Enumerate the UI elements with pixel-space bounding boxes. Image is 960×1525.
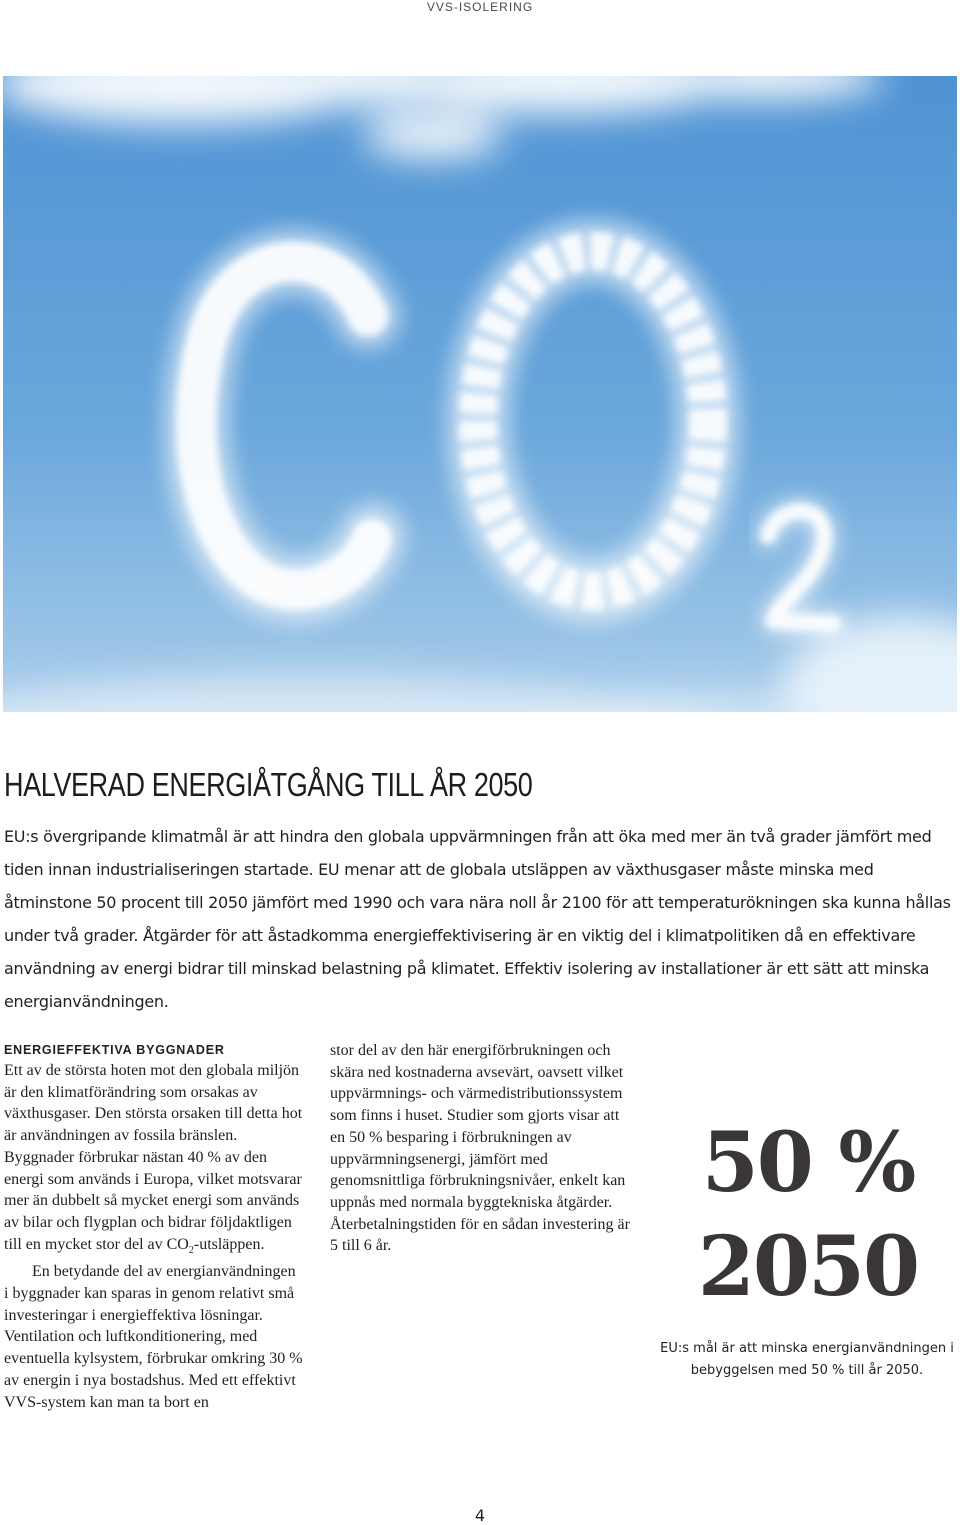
article-title: HALVERAD ENERGIÅTGÅNG TILL ÅR 2050 xyxy=(4,766,533,803)
highlight-caption: EU:s mål är att minska energianvändningen i bebyggelsen med 50 % till år 2050. xyxy=(660,1341,954,1378)
co2-subscript: 2 xyxy=(188,1244,194,1256)
body-column-middle xyxy=(330,1040,636,1257)
hero-image-co2-clouds xyxy=(3,76,957,712)
body-paragraph-2: En betydande del av energianvändningen i byggnader kan sparas in genom relativt små investeringar i energieffektiva lösningar. Ventilation och luftkonditionering, med eventuella kylsystem, förbrukar omkring 30 % av energin i nya bostadshus. Med ett effektivt VVS-system kan man ta bort en xyxy=(4,1263,303,1411)
para1-text: Ett av de största hoten mot den globala miljön är den klimatförändring som orsakas av växthusgaser. Den största orsaken till detta hot är användningen av fossila bränslen. Byggnader förbrukar nästan 40 % av den energi som används i Europa, vilket motsvarar mer än dubbelt så mycket energi som används av bilar och flygplan och bidrar följdaktligen till en mycket stor del av CO xyxy=(4,1062,303,1253)
intro-paragraph: EU:s övergripande klimatmål är att hindra den globala uppvärmningen från att öka med mer än två grader jämfört med tiden innan industrialiseringen startade. EU menar att de globala utsläppen av växthusgaser måste minska med åtminstone 50 procent till 2050 jämfört med 1990 och vara nära noll år 2100 för att temperaturökningen ska kunna hållas under två grader. Åtgärder för att åstadkomma energieffektivisering är en viktig del i klimatpolitiken då en effektivare användning av energi bidrar till minskad belastning på klimatet. Effektiv isolering av installationer är ett sätt att minska energianvändningen. xyxy=(4,827,951,1011)
para1-text-end: -utsläppen. xyxy=(193,1235,265,1253)
page-number: 4 xyxy=(474,1506,486,1525)
body-paragraph-3: stor del av den här energiförbrukningen och skära ned kostnaderna avsevärt, oavsett vilket uppvärmnings- och värmedistributionssystem som finns i huset. Studier som gjorts visar att en 50 % besparing i förbrukningen av uppvärmningsenergi, jämfört med genomsnittliga förbrukningsnivåer, enkelt kan uppnås med normala byggtekniska åtgärder. Återbetalningstiden för en sådan investering är 5 till 6 år. xyxy=(330,1042,630,1255)
highlight-year: 2050 xyxy=(697,1219,919,1315)
highlight-percent: 50 % xyxy=(701,1115,915,1211)
subheading: ENERGIEFFEKTIVA BYGGNADER xyxy=(4,1043,225,1057)
body-paragraph-1 xyxy=(4,1060,304,1261)
section-label: VVS-ISOLERING xyxy=(426,0,534,14)
body-column-left xyxy=(4,1040,304,1413)
